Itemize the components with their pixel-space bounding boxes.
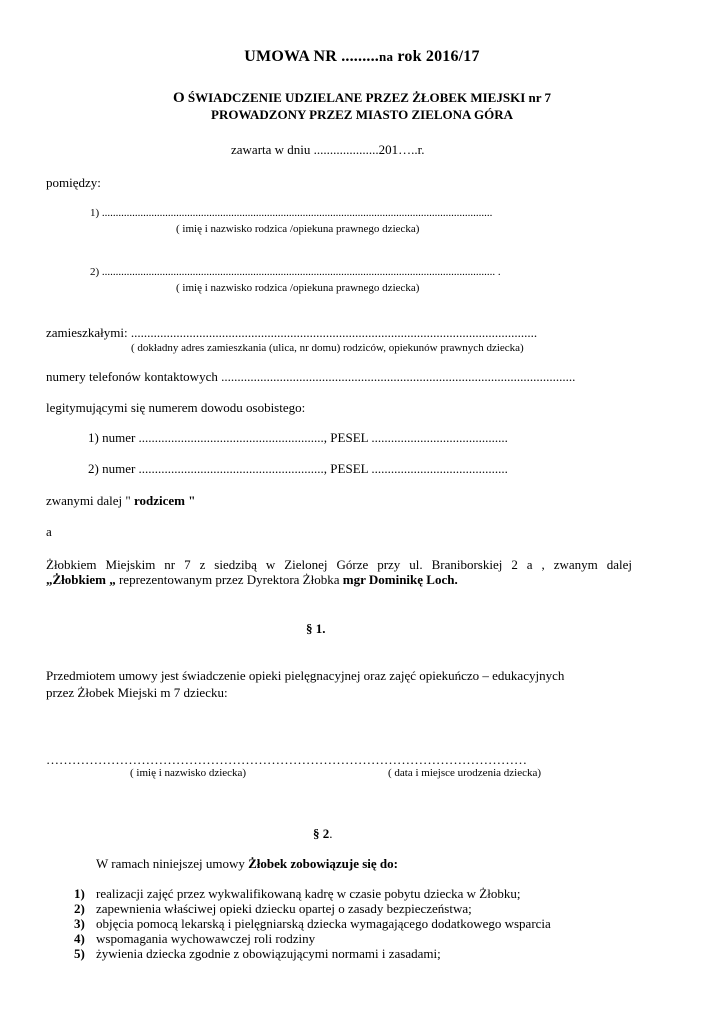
subtitle-text-1: ŚWIADCZENIE UDZIELANE PRZEZ ŻŁOBEK MIEJSKI nr 7	[184, 90, 552, 105]
and-label: a	[46, 524, 52, 539]
list-item-3-num: 3)	[74, 916, 85, 931]
subtitle-line-2: PROWADZONY PRZEZ MIASTO ZIELONA GÓRA	[211, 107, 513, 122]
title-main: UMOWA NR	[244, 48, 342, 65]
child-caption-birth: ( data i miejsce urodzenia dziecka)	[388, 767, 542, 779]
nursery-bold-name: „Żłobkiem „	[46, 572, 116, 587]
id1-fill-line: 1) numer ........................................................., PESEL ..........................................	[88, 430, 508, 445]
nursery-mid-text: reprezentowanym przez Dyrektora Żłobka	[115, 572, 343, 587]
list-item-2-num: 2)	[74, 901, 85, 916]
list-item-1-num: 1)	[74, 886, 85, 901]
nursery-line-1: Żłobkiem Miejskim nr 7 z siedzibą w Zielonej Górze przy ul. Braniborskiej 2 a , zwanym dalej	[46, 557, 632, 572]
list-item-5-text: żywienia dziecka zgodnie z obowiązującymi normami i zasadami;	[96, 946, 441, 961]
child-caption-name: ( imię i nazwisko dziecka)	[130, 767, 247, 779]
id2-fill-line: 2) numer ........................................................., PESEL ..........................................	[88, 461, 508, 476]
child-fill-line: …………………………………………………………………………………………………	[46, 752, 527, 767]
list-item-4-num: 4)	[74, 931, 85, 946]
nursery-line-2	[46, 572, 458, 588]
list-item-1-text: realizacji zajęć przez wykwalifikowaną kadrę w czasie pobytu dziecka w Żłobku;	[96, 886, 521, 901]
subtitle-o: O	[172, 90, 185, 106]
list-item-5-num: 5)	[74, 946, 85, 961]
section-1-heading: § 1.	[306, 621, 326, 636]
section-1-text-1: Przedmiotem umowy jest świadczenie opieki pielęgnacyjnej oraz zajęć opiekuńczo – edukacyjnych	[46, 668, 565, 683]
called-bold: rodzicem "	[130, 493, 196, 508]
title-dots: .........	[341, 48, 380, 65]
list-item-4-text: wspomagania wychowawczej roli rodziny	[96, 931, 316, 946]
section-2-number: § 2	[313, 826, 330, 841]
list-item-3-text: objęcia pomocą lekarską i pielęgniarską dziecka wymagającego dodatkowego wsparcia	[96, 916, 551, 931]
parent2-caption: ( imię i nazwisko rodzica /opiekuna prawnego dziecka)	[176, 282, 420, 294]
called-parent	[46, 493, 195, 509]
list-item-2-text: zapewnienia właściwej opieki dziecku opartej o zasady bezpieczeństwa;	[96, 901, 472, 916]
phones-fill-line: numery telefonów kontaktowych .............................................................................................................	[46, 369, 576, 384]
parent1-caption: ( imię i nazwisko rodzica /opiekuna prawnego dziecka)	[176, 223, 420, 235]
id-intro: legitymującymi się numerem dowodu osobistego:	[46, 400, 306, 415]
document-title	[0, 48, 724, 66]
section-1-text-2: przez Żłobek Miejski m 7 dziecku:	[46, 685, 228, 700]
called-prefix: zwanymi dalej "	[46, 493, 131, 508]
parent2-fill-line: 2) ............................................................................................................................................... .	[90, 266, 501, 278]
section-2-intro	[96, 856, 398, 872]
director-name: mgr Dominikę Loch.	[342, 572, 458, 587]
section-2-heading	[313, 826, 333, 842]
section-2-intro-bold: Żłobek zobowiązuje się do:	[248, 856, 398, 871]
title-na: na	[379, 49, 394, 64]
title-year: rok 2016/17	[393, 48, 480, 65]
between-label: pomiędzy:	[46, 175, 101, 190]
subtitle-line-1	[0, 90, 724, 107]
concluded-date: zawarta w dniu ....................201…..r.	[231, 142, 425, 157]
section-2-intro-prefix: W ramach niniejszej umowy	[96, 856, 249, 871]
residing-fill-line: zamieszkałymi: .............................................................................................................................	[46, 325, 538, 340]
parent1-fill-line: 1) ..............................................................................................................................................	[90, 207, 493, 219]
residing-caption: ( dokładny adres zamieszkania (ulica, nr domu) rodziców, opiekunów prawnych dziecka)	[131, 342, 524, 354]
section-2-dot: .	[329, 826, 333, 841]
